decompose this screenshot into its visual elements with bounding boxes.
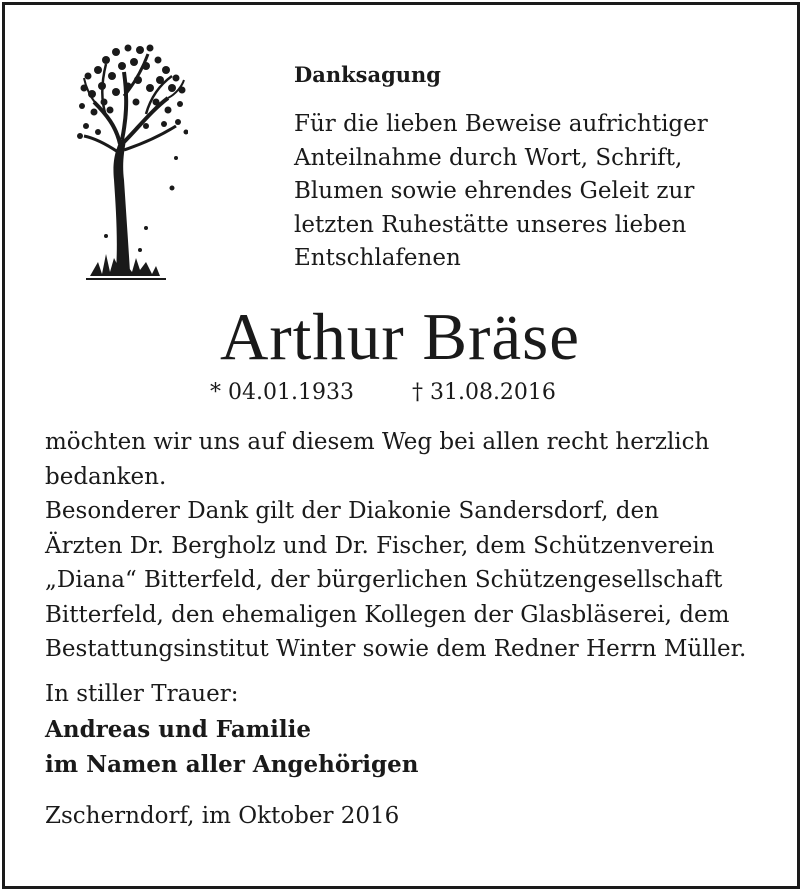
intro-line: Entschlafenen xyxy=(294,245,461,271)
intro-paragraph xyxy=(294,108,764,276)
deceased-name: Arthur Bräse xyxy=(220,300,580,374)
life-dates xyxy=(210,380,556,405)
body-line: bedanken. xyxy=(45,463,167,490)
signature-block xyxy=(45,677,645,782)
tree-icon xyxy=(76,40,188,280)
signatory-line: Andreas und Familie xyxy=(45,716,311,743)
body-line: möchten wir uns auf diesem Weg bei allen recht herzlich xyxy=(45,429,710,455)
notice-heading: Danksagung xyxy=(294,62,441,87)
intro-line: Für die lieben Beweise aufrichtiger xyxy=(294,111,708,137)
body-line: Bitterfeld, den ehemaligen Kollegen der Glasbläserei, dem xyxy=(45,601,730,628)
signatory-line: im Namen aller Angehörigen xyxy=(45,751,419,778)
thanks-paragraph xyxy=(45,425,775,667)
mourning-label: In stiller Trauer: xyxy=(45,681,239,707)
body-line: Besonderer Dank gilt der Diakonie Sandersdorf, den xyxy=(45,498,659,524)
intro-line: letzten Ruhestätte unseres lieben xyxy=(294,211,687,238)
birth-date: * 04.01.1933 xyxy=(210,380,354,405)
place-date: Zscherndorf, im Oktober 2016 xyxy=(45,803,400,829)
body-line: Bestattungsinstitut Winter sowie dem Redner Herrn Müller. xyxy=(45,636,747,662)
body-line: Ärzten Dr. Bergholz und Dr. Fischer, dem Schützenverein xyxy=(45,532,715,559)
intro-line: Anteilnahme durch Wort, Schrift, xyxy=(294,144,683,171)
intro-line: Blumen sowie ehrendes Geleit zur xyxy=(294,178,695,204)
death-date: † 31.08.2016 xyxy=(411,380,556,405)
body-line: „Diana“ Bitterfeld, der bürgerlichen Schützengesellschaft xyxy=(45,567,723,593)
